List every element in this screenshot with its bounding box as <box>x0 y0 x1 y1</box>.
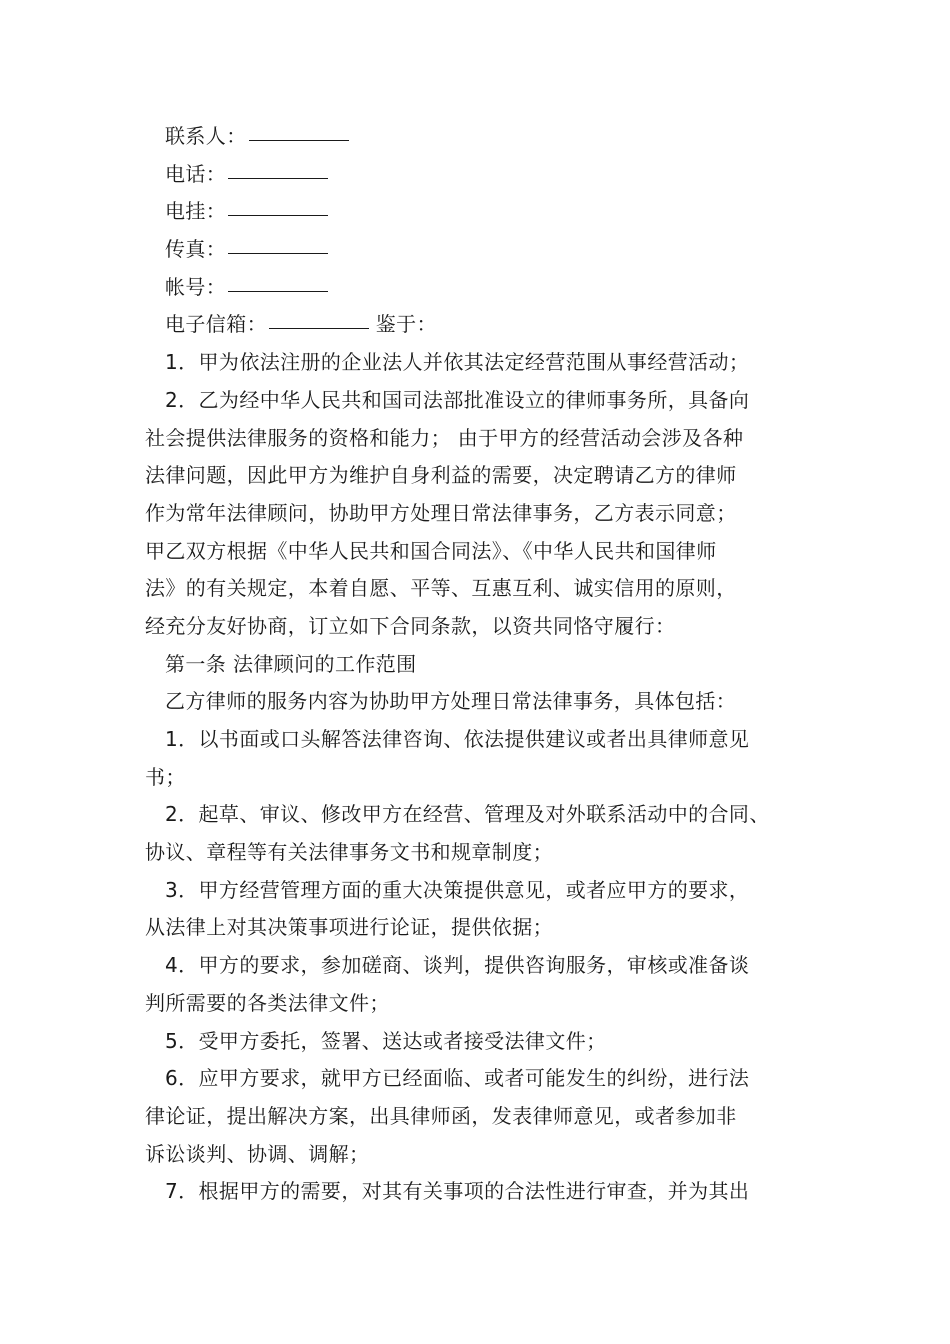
fax-label: 传真： <box>165 237 227 262</box>
whereas-label: 鉴于： <box>369 312 437 337</box>
paragraph-line: 1．甲为依法注册的企业法人并依其法定经营范围从事经营活动； <box>165 350 750 375</box>
paragraph-line: 判所需要的各类法律文件； <box>145 990 390 1015</box>
list-item-6: 6．应甲方要求，就甲方已经面临、或者可能发生的纠纷，进行法 <box>165 1066 750 1091</box>
list-item-1: 1．以书面或口头解答法律咨询、依法提供建议或者出具律师意见 <box>165 727 750 751</box>
paragraph-line: 书； <box>145 764 186 789</box>
telegram-blank-line <box>228 214 328 216</box>
paragraph-line: 乙方律师的服务内容为协助甲方处理日常法律事务，具体包括： <box>165 689 737 714</box>
account-field <box>145 269 815 307</box>
paragraph-line: 法律问题，因此甲方为维护自身利益的需要，决定聘请乙方的律师 <box>145 463 737 488</box>
email-blank-line <box>269 327 369 329</box>
phone-blank-line <box>228 177 328 179</box>
paragraph-line: 法》的有关规定，本着自愿、平等、互惠互利、诚实信用的原则， <box>145 576 737 601</box>
account-label: 帐号： <box>165 274 227 299</box>
list-item-7: 7．根据甲方的需要，对其有关事项的合法性进行审查，并为其出 <box>165 1179 750 1204</box>
paragraph-line: 社会提供法律服务的资格和能力； 由于甲方的经营活动会涉及各种 <box>145 425 744 450</box>
paragraph-line: 甲乙双方根据《中华人民共和国合同法》、《中华人民共和国律师 <box>145 538 717 563</box>
list-item-3: 3．甲方经营管理方面的重大决策提供意见，或者应甲方的要求， <box>165 877 750 902</box>
list-item-5: 5．受甲方委托，签署、送达或者接受法律文件； <box>165 1028 607 1053</box>
paragraph-line: 作为常年法律顾问，协助甲方处理日常法律事务，乙方表示同意； <box>145 500 737 525</box>
paragraph-line: 协议、章程等有关法律事务文书和规章制度； <box>145 840 553 865</box>
phone-label: 电话： <box>165 161 227 186</box>
email-label: 电子信箱： <box>165 312 267 337</box>
paragraph-line: 诉讼谈判、协调、调解； <box>145 1141 370 1166</box>
account-blank-line <box>228 290 328 292</box>
email-field <box>145 306 815 344</box>
paragraph-line: 律论证，提出解决方案，出具律师函，发表律师意见，或者参加非 <box>145 1103 737 1128</box>
telegram-field <box>145 193 815 231</box>
list-item-4: 4．甲方的要求，参加磋商、谈判，提供咨询服务，审核或准备谈 <box>165 953 750 978</box>
fax-field <box>145 231 815 269</box>
section-heading: 第一条 法律顾问的工作范围 <box>165 651 417 676</box>
phone-field <box>145 156 815 194</box>
list-item-2: 2．起草、审议、修改甲方在经营、管理及对外联系活动中的合同、 <box>165 802 770 827</box>
contact-blank-line <box>249 139 349 141</box>
paragraph-line: 2．乙为经中华人民共和国司法部批准设立的律师事务所，具备向 <box>165 387 750 412</box>
fax-blank-line <box>228 252 328 254</box>
contact-field <box>145 118 815 156</box>
paragraph-line: 从法律上对其决策事项进行论证，提供依据； <box>145 915 553 940</box>
contact-label: 联系人： <box>165 124 247 148</box>
document-body <box>145 118 815 1211</box>
paragraph-line: 经充分友好协商，订立如下合同条款，以资共同恪守履行： <box>145 613 676 638</box>
telegram-label: 电挂： <box>165 199 227 224</box>
